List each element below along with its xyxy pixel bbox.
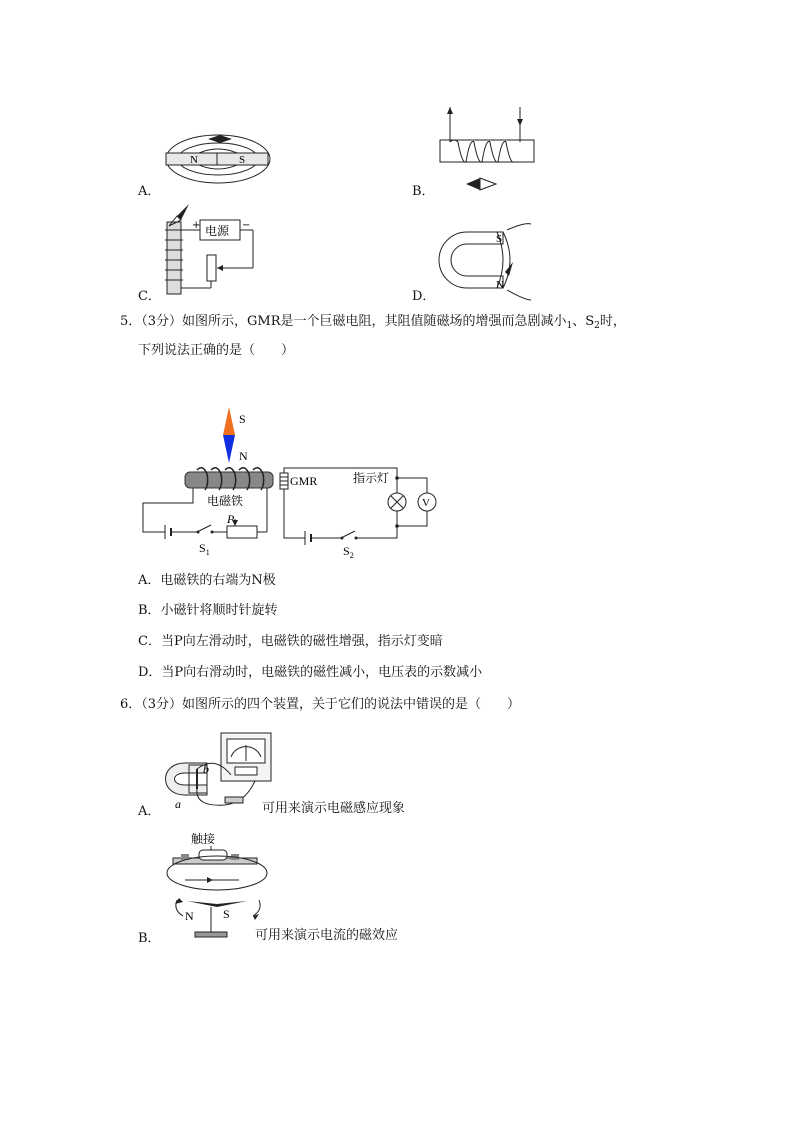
q5-stem-sub1: 1	[566, 321, 573, 331]
q4-figure-c	[155, 200, 270, 300]
q5-stem-sub2: 2	[594, 321, 600, 331]
q6-b-s-label: S	[223, 907, 230, 921]
q5-option-a: A．电磁铁的右端为N极	[138, 573, 276, 588]
q5-electromagnet-label: 电磁铁	[207, 494, 244, 508]
q6-a-label-b: b	[203, 762, 209, 776]
q5-slider-p-label: P	[227, 512, 235, 526]
q5-lamp-label: 指示灯	[353, 471, 390, 485]
q5-s1-main: S	[199, 541, 206, 555]
q5-circuit-figure	[135, 405, 445, 560]
q5-option-c: C．当P向左滑动时，电磁铁的磁性增强，指示灯变暗	[138, 634, 443, 649]
q6-a-label-a: a	[175, 797, 181, 811]
q5-s2-main: S	[343, 544, 350, 558]
q4-a-n-label: N	[190, 154, 198, 166]
q5-stem-tail-suffix: 时，	[599, 314, 626, 329]
q5-voltmeter-label: V	[422, 497, 430, 509]
q6-stem: 6．（3分）如图所示的四个装置，关于它们的说法中错误的是（ ）	[120, 697, 521, 712]
q6-b-n-label: N	[185, 909, 194, 923]
q5-compass-n-label: N	[239, 449, 248, 463]
q6-b-contact-label: 触接	[191, 832, 216, 846]
q6-figure-a	[155, 725, 275, 820]
q4-option-a: A．	[138, 184, 161, 199]
q6-option-a-label: A．	[138, 804, 161, 819]
q4-c-power-label: 电源	[205, 224, 230, 238]
q5-electromagnet-core	[185, 472, 273, 488]
q4-figure-d	[435, 220, 535, 305]
q5-s1-sub: 1	[205, 548, 210, 557]
q5-compass-needle-s	[223, 407, 235, 435]
q4-d-n-label: N	[496, 279, 504, 291]
q6-option-b-label: B．	[138, 931, 161, 946]
q4-d-s-label: S	[496, 233, 503, 245]
q5-s2-label	[343, 544, 354, 560]
q4-c-plus: +	[192, 220, 201, 231]
q5-s2-sub: 2	[349, 551, 354, 560]
q5-gmr-label: GMR	[290, 474, 318, 488]
q5-option-d: D．当P向右滑动时，电磁铁的磁性减小，电压表的示数减小	[138, 665, 483, 680]
q5-stem-line2: 下列说法正确的是（ ）	[138, 343, 295, 358]
q6-option-b-text: 可用来演示电流的磁效应	[255, 928, 399, 943]
q5-compass-needle-n	[223, 435, 235, 463]
q4-option-b: B．	[412, 184, 435, 199]
q5-stem-tail-prefix: 、S	[572, 314, 595, 329]
q5-stem-line1	[120, 313, 626, 335]
q4-figure-a	[160, 125, 280, 190]
q5-stem-main: 5．（3分）如图所示，GMR是一个巨磁电阻，其阻值随磁场的增强而急剧减小	[120, 314, 567, 329]
q4-c-minus: −	[242, 220, 251, 231]
q6-option-a-text: 可用来演示电磁感应现象	[262, 801, 406, 816]
q4-option-d: D．	[412, 289, 436, 304]
q5-compass-s-label: S	[239, 412, 246, 426]
q4-a-s-label: S	[239, 154, 246, 166]
q5-option-b: B．小磁针将顺时针旋转	[138, 603, 278, 618]
q4-figure-b	[438, 102, 538, 197]
q4-option-c: C．	[138, 289, 161, 304]
q5-s1-label	[199, 541, 210, 557]
